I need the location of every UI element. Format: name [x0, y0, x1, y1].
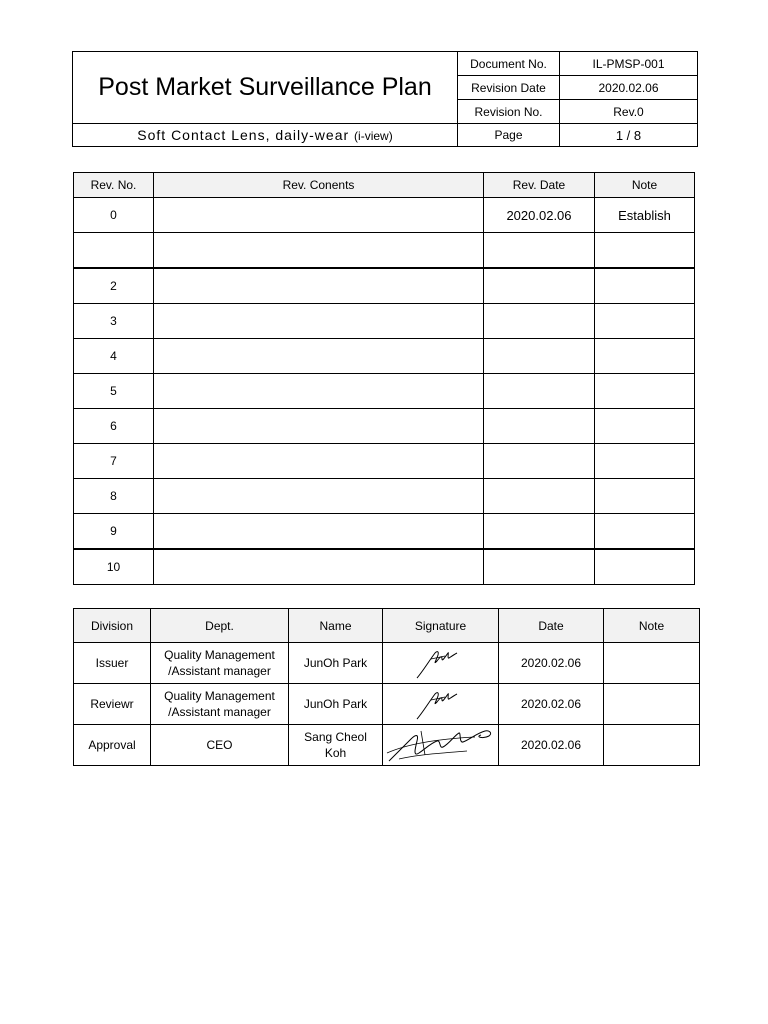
name-cell — [289, 725, 383, 766]
rev-date-cell — [484, 444, 595, 479]
rev-contents-cell — [154, 549, 484, 585]
dept-cell — [151, 725, 289, 766]
note-cell — [595, 549, 695, 585]
rev-no-cell: 3 — [74, 304, 154, 339]
table-row — [74, 479, 695, 514]
table-header-row — [74, 609, 700, 643]
rev-no-cell: 2 — [74, 268, 154, 304]
rev-contents-cell — [154, 304, 484, 339]
date-cell: 2020.02.06 — [499, 643, 604, 684]
revision-history-table — [73, 172, 695, 585]
rev-no-cell: 6 — [74, 409, 154, 444]
document-no-value: IL-PMSP-001 — [560, 52, 698, 76]
rev-contents-cell — [154, 444, 484, 479]
rev-date-cell: 2020.02.06 — [484, 198, 595, 233]
note-cell: Establish — [595, 198, 695, 233]
dept-line: Quality Management — [164, 648, 275, 662]
note-cell — [604, 684, 700, 725]
document-title: Post Market Surveillance Plan — [73, 52, 458, 124]
note-cell — [595, 304, 695, 339]
note-cell — [595, 514, 695, 550]
rev-no-cell: 7 — [74, 444, 154, 479]
rev-no-cell: 9 — [74, 514, 154, 550]
table-row — [74, 409, 695, 444]
table-row — [74, 725, 700, 766]
table-row — [74, 374, 695, 409]
rev-no-cell: 0 — [74, 198, 154, 233]
rev-date-cell — [484, 374, 595, 409]
rev-date-cell — [484, 268, 595, 304]
name-line: Koh — [324, 746, 347, 760]
rev-no-cell: 4 — [74, 339, 154, 374]
rev-date-cell — [484, 409, 595, 444]
handwritten-signature — [411, 645, 471, 681]
rev-date-cell — [484, 514, 595, 550]
table-row — [74, 444, 695, 479]
note-cell — [595, 233, 695, 269]
name-cell — [289, 643, 383, 684]
rev-date-cell — [484, 339, 595, 374]
note-cell — [604, 725, 700, 766]
note-cell — [604, 643, 700, 684]
column-header-rev-date: Rev. Date — [484, 173, 595, 198]
column-header-note: Note — [604, 609, 700, 643]
table-row — [74, 684, 700, 725]
document-header — [72, 51, 698, 147]
rev-date-cell — [484, 304, 595, 339]
name-line: JunOh Park — [303, 697, 368, 711]
table-row — [74, 514, 695, 550]
table-row — [74, 304, 695, 339]
table-row — [74, 198, 695, 233]
subtitle-product: (i-view) — [354, 129, 393, 143]
dept-line: /Assistant manager — [168, 664, 271, 678]
document-subtitle — [73, 124, 458, 147]
column-header-date: Date — [499, 609, 604, 643]
rev-no-cell: 5 — [74, 374, 154, 409]
division-cell: Approval — [74, 725, 151, 766]
rev-contents-cell — [154, 233, 484, 269]
column-header-division: Division — [74, 609, 151, 643]
rev-no-cell: 8 — [74, 479, 154, 514]
table-row — [74, 339, 695, 374]
name-line: JunOh Park — [303, 656, 368, 670]
date-cell: 2020.02.06 — [499, 725, 604, 766]
dept-cell — [151, 684, 289, 725]
dept-cell — [151, 643, 289, 684]
handwritten-signature — [411, 686, 471, 722]
signature-cell — [383, 643, 499, 684]
table-row — [74, 233, 695, 269]
name-line: Sang Cheol — [304, 730, 367, 744]
division-cell: Reviewr — [74, 684, 151, 725]
revision-date-label: Revision Date — [458, 76, 560, 100]
note-cell — [595, 374, 695, 409]
revision-no-value: Rev.0 — [560, 100, 698, 124]
approval-table — [73, 608, 700, 766]
handwritten-signature — [385, 725, 497, 765]
dept-line: CEO — [206, 738, 233, 752]
table-row — [74, 549, 695, 585]
column-header-rev-no: Rev. No. — [74, 173, 154, 198]
note-cell — [595, 268, 695, 304]
rev-contents-cell — [154, 339, 484, 374]
rev-no-cell — [74, 233, 154, 269]
signature-cell — [383, 684, 499, 725]
revision-date-value: 2020.02.06 — [560, 76, 698, 100]
rev-contents-cell — [154, 198, 484, 233]
rev-contents-cell — [154, 409, 484, 444]
date-cell: 2020.02.06 — [499, 684, 604, 725]
document-no-label: Document No. — [458, 52, 560, 76]
rev-contents-cell — [154, 268, 484, 304]
column-header-signature: Signature — [383, 609, 499, 643]
signature-cell — [383, 725, 499, 766]
column-header-name: Name — [289, 609, 383, 643]
table-header-row — [74, 173, 695, 198]
column-header-dept: Dept. — [151, 609, 289, 643]
note-cell — [595, 479, 695, 514]
note-cell — [595, 444, 695, 479]
dept-line: /Assistant manager — [168, 705, 271, 719]
revision-no-label: Revision No. — [458, 100, 560, 124]
column-header-note: Note — [595, 173, 695, 198]
rev-contents-cell — [154, 374, 484, 409]
rev-date-cell — [484, 233, 595, 269]
rev-date-cell — [484, 549, 595, 585]
table-row — [74, 268, 695, 304]
rev-no-cell: 10 — [74, 549, 154, 585]
column-header-rev-contents: Rev. Conents — [154, 173, 484, 198]
dept-line: Quality Management — [164, 689, 275, 703]
page-number: 1 / 8 — [560, 124, 698, 147]
subtitle-main: Soft Contact Lens, daily-wear — [137, 127, 355, 143]
table-row — [74, 643, 700, 684]
rev-contents-cell — [154, 514, 484, 550]
rev-date-cell — [484, 479, 595, 514]
name-cell — [289, 684, 383, 725]
note-cell — [595, 409, 695, 444]
division-cell: Issuer — [74, 643, 151, 684]
rev-contents-cell — [154, 479, 484, 514]
note-cell — [595, 339, 695, 374]
page-label: Page — [458, 124, 560, 147]
